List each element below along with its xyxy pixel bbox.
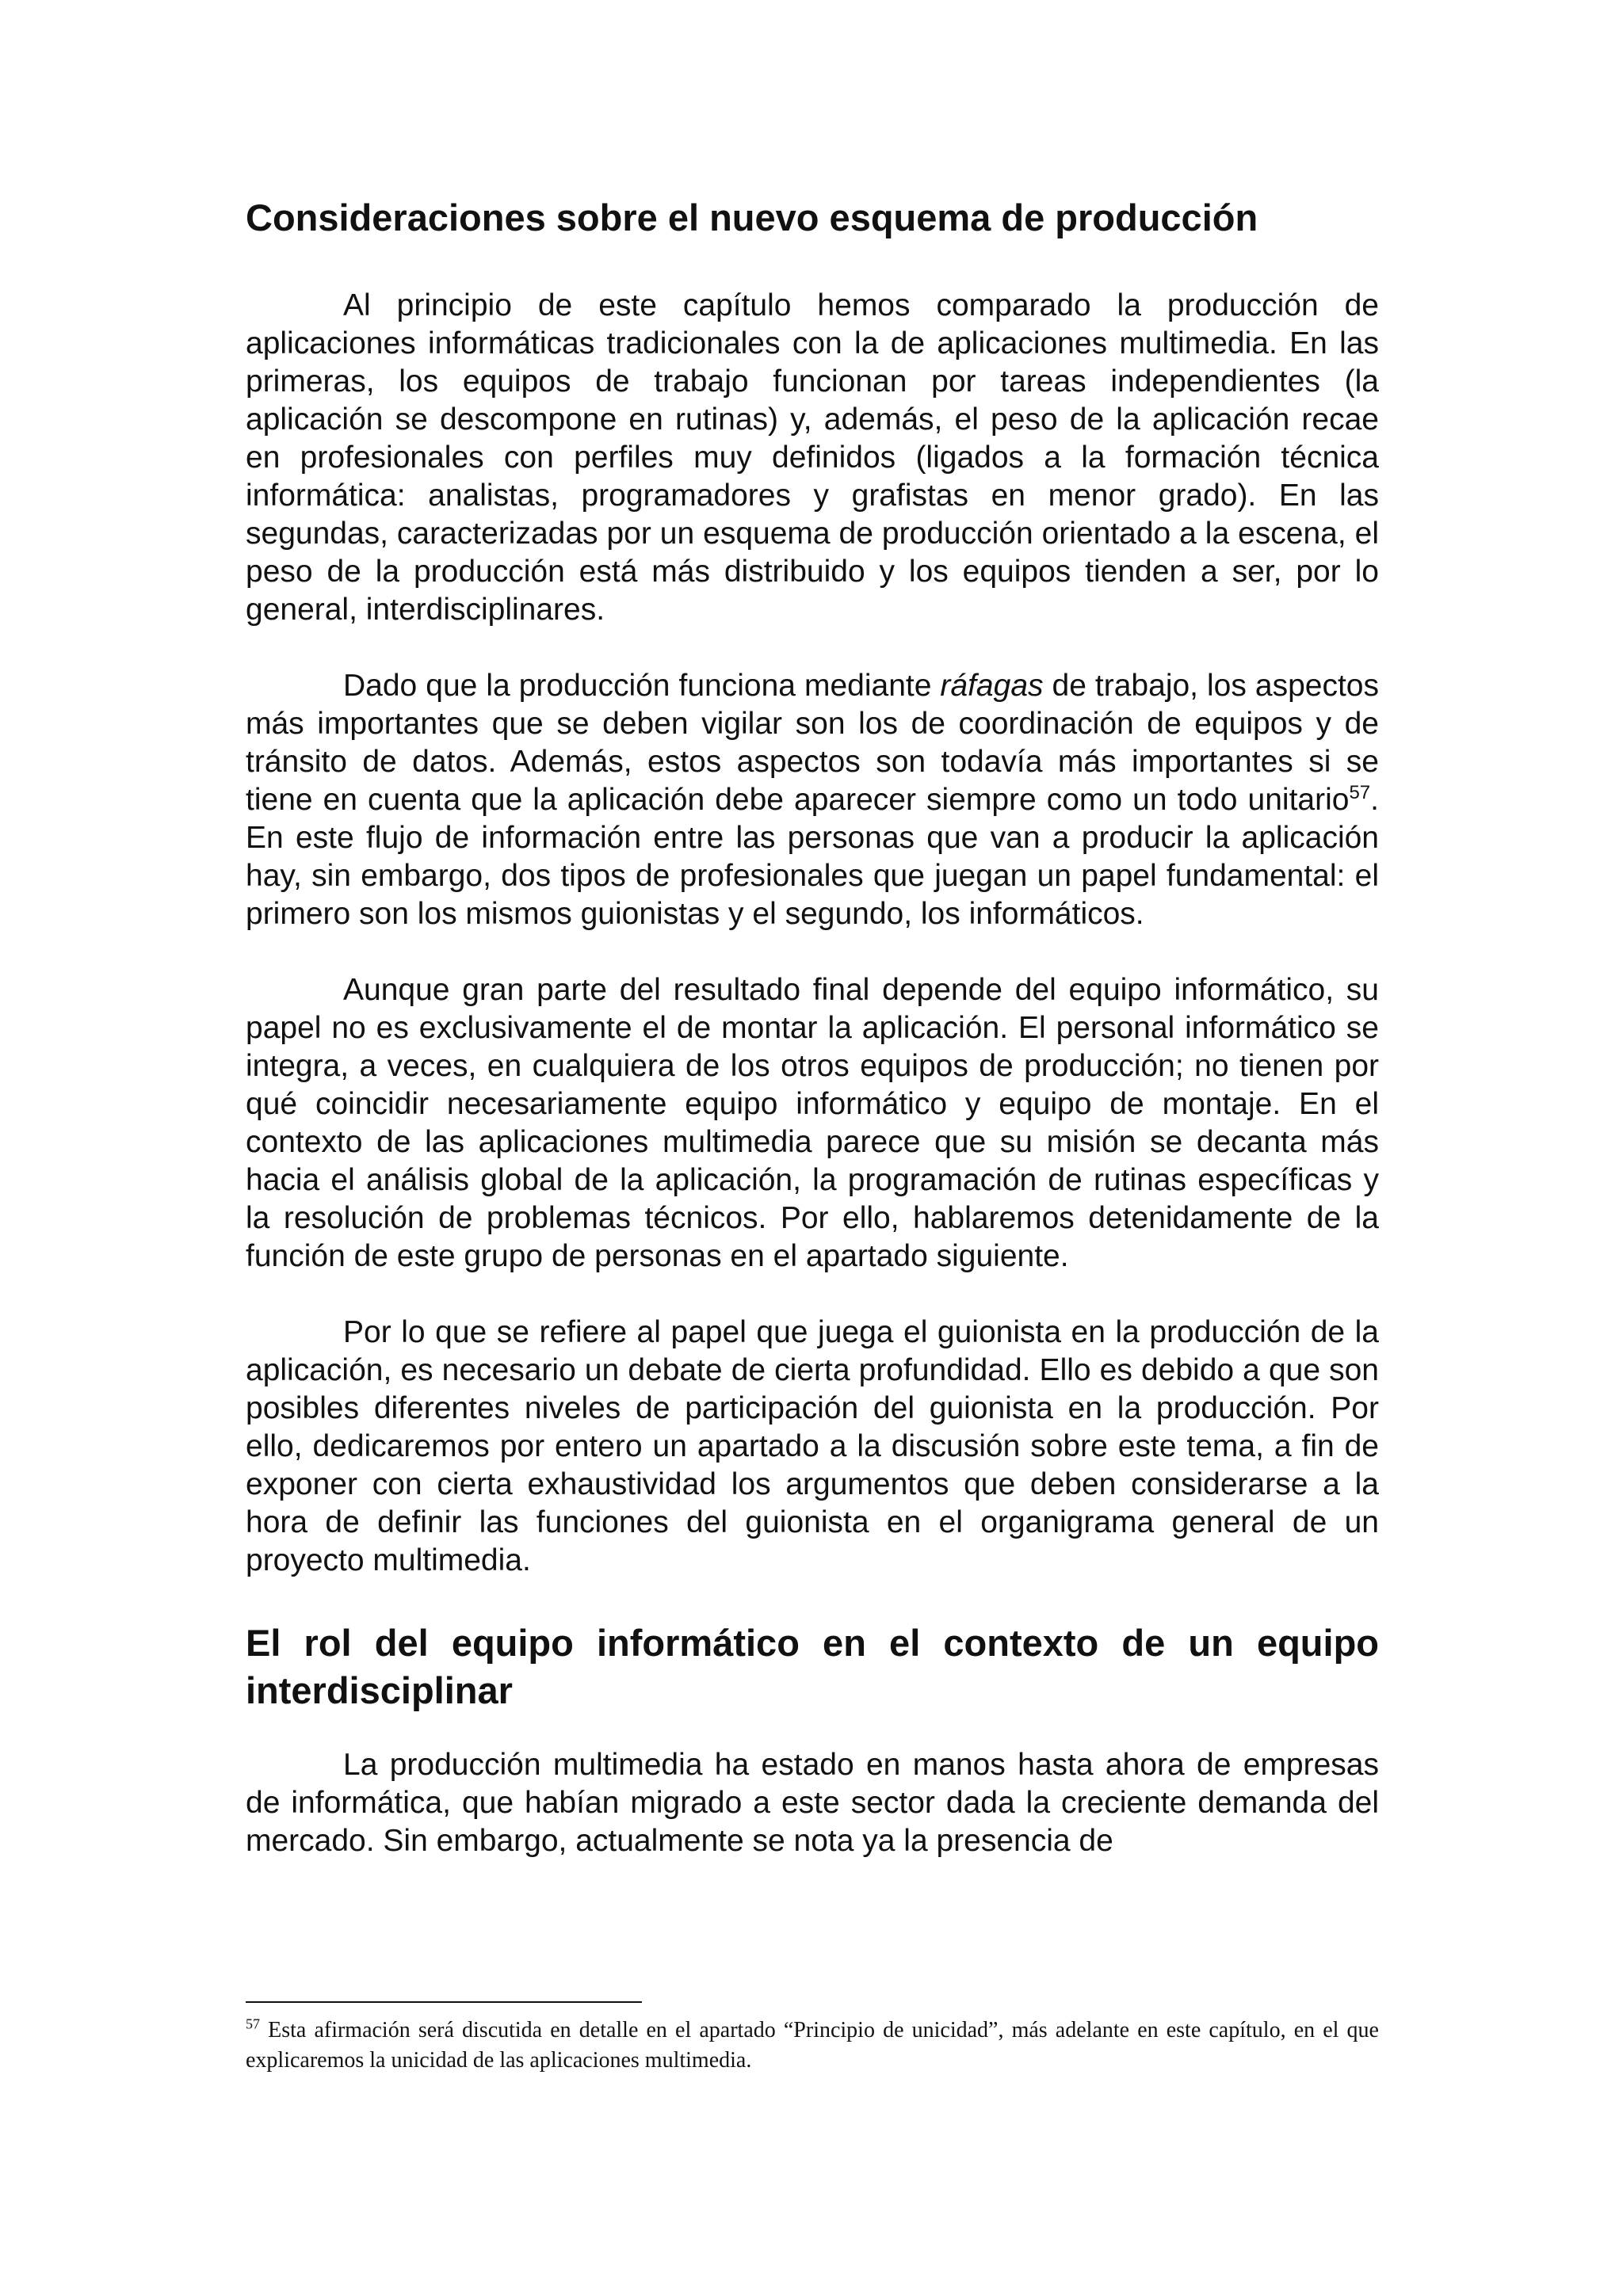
footnote-reference: 57	[1349, 782, 1371, 803]
paragraph-text: . En este flujo de información entre las personas que van a producir la aplicación hay, sin embargo, dos tipos de profesionales que juegan un papel fundamental: el primero son los mismos guionistas y el segundo, los informáticos.	[246, 783, 1379, 931]
footnote	[246, 2016, 1379, 2076]
body-paragraph: Aunque gran parte del resultado final depende del equipo informático, su papel no es exclusivamente el de montar la aplicación. El personal informático se integra, a veces, en cualquiera de los otros equipos de producción; no tienen por qué coincidir necesariamente equipo informático y equipo de montaje. En el contexto de las aplicaciones multimedia parece que su misión se decanta más hacia el análisis global de la aplicación, la programación de rutinas específicas y la resolución de problemas técnicos. Por ello, hablaremos detenidamente de la función de este grupo de personas en el apartado siguiente.	[246, 973, 1379, 1273]
body-paragraph: Al principio de este capítulo hemos comparado la producción de aplicaciones informáticas tradicionales con la de aplicaciones multimedia. En las primeras, los equipos de trabajo funcionan por tareas independientes (la aplicación se descompone en rutinas) y, además, el peso de la aplicación recae en profesionales con perfiles muy definidos (ligados a la formación técnica informática: analistas, programadores y grafistas en menor grado). En las segundas, caracterizadas por un esquema de producción orientado a la escena, el peso de la producción está más distribuido y los equipos tienden a ser, por lo general, interdisciplinares.	[246, 288, 1379, 627]
paragraph-text: Dado que la producción funciona mediante	[343, 669, 941, 703]
footnote-text: Esta afirmación será discutida en detalle en el apartado “Principio de unicidad”, más adelante en este capítulo, en el que explicaremos la unicidad de las aplicaciones multimedia.	[246, 2018, 1379, 2073]
body-paragraph	[246, 667, 1379, 933]
footnote-divider	[246, 2001, 642, 2003]
paragraph-text: de trabajo, los aspectos más importantes que se deben vigilar son los de coordinación de equipos y de tránsito de datos. Además, estos aspectos son todavía más importantes si se tiene en cuenta que la aplicación debe aparecer siempre como un todo unitario	[246, 669, 1379, 817]
section-heading: Consideraciones sobre el nuevo esquema de producción	[246, 196, 1258, 238]
section-heading: El rol del equipo informático en el contexto de un equipo interdisciplinar	[246, 1622, 1379, 1711]
body-paragraph: La producción multimedia ha estado en manos hasta ahora de empresas de informática, que habían migrado a este sector dada la creciente demanda del mercado. Sin embargo, actualmente se nota ya la presencia de	[246, 1748, 1379, 1858]
italic-term: ráfagas	[940, 669, 1044, 703]
body-paragraph: Por lo que se refiere al papel que juega el guionista en la producción de la aplicación, es necesario un debate de cierta profundidad. Ello es debido a que son posibles diferentes niveles de participación del guionista en la producción. Por ello, dedicaremos por entero un apartado a la discusión sobre este tema, a fin de exponer con cierta exhaustividad los argumentos que deben considerarse a la hora de definir las funciones del guionista en el organigrama general de un proyecto multimedia.	[246, 1315, 1379, 1577]
footnote-number: 57	[246, 2016, 260, 2032]
page-body	[246, 194, 1379, 1860]
